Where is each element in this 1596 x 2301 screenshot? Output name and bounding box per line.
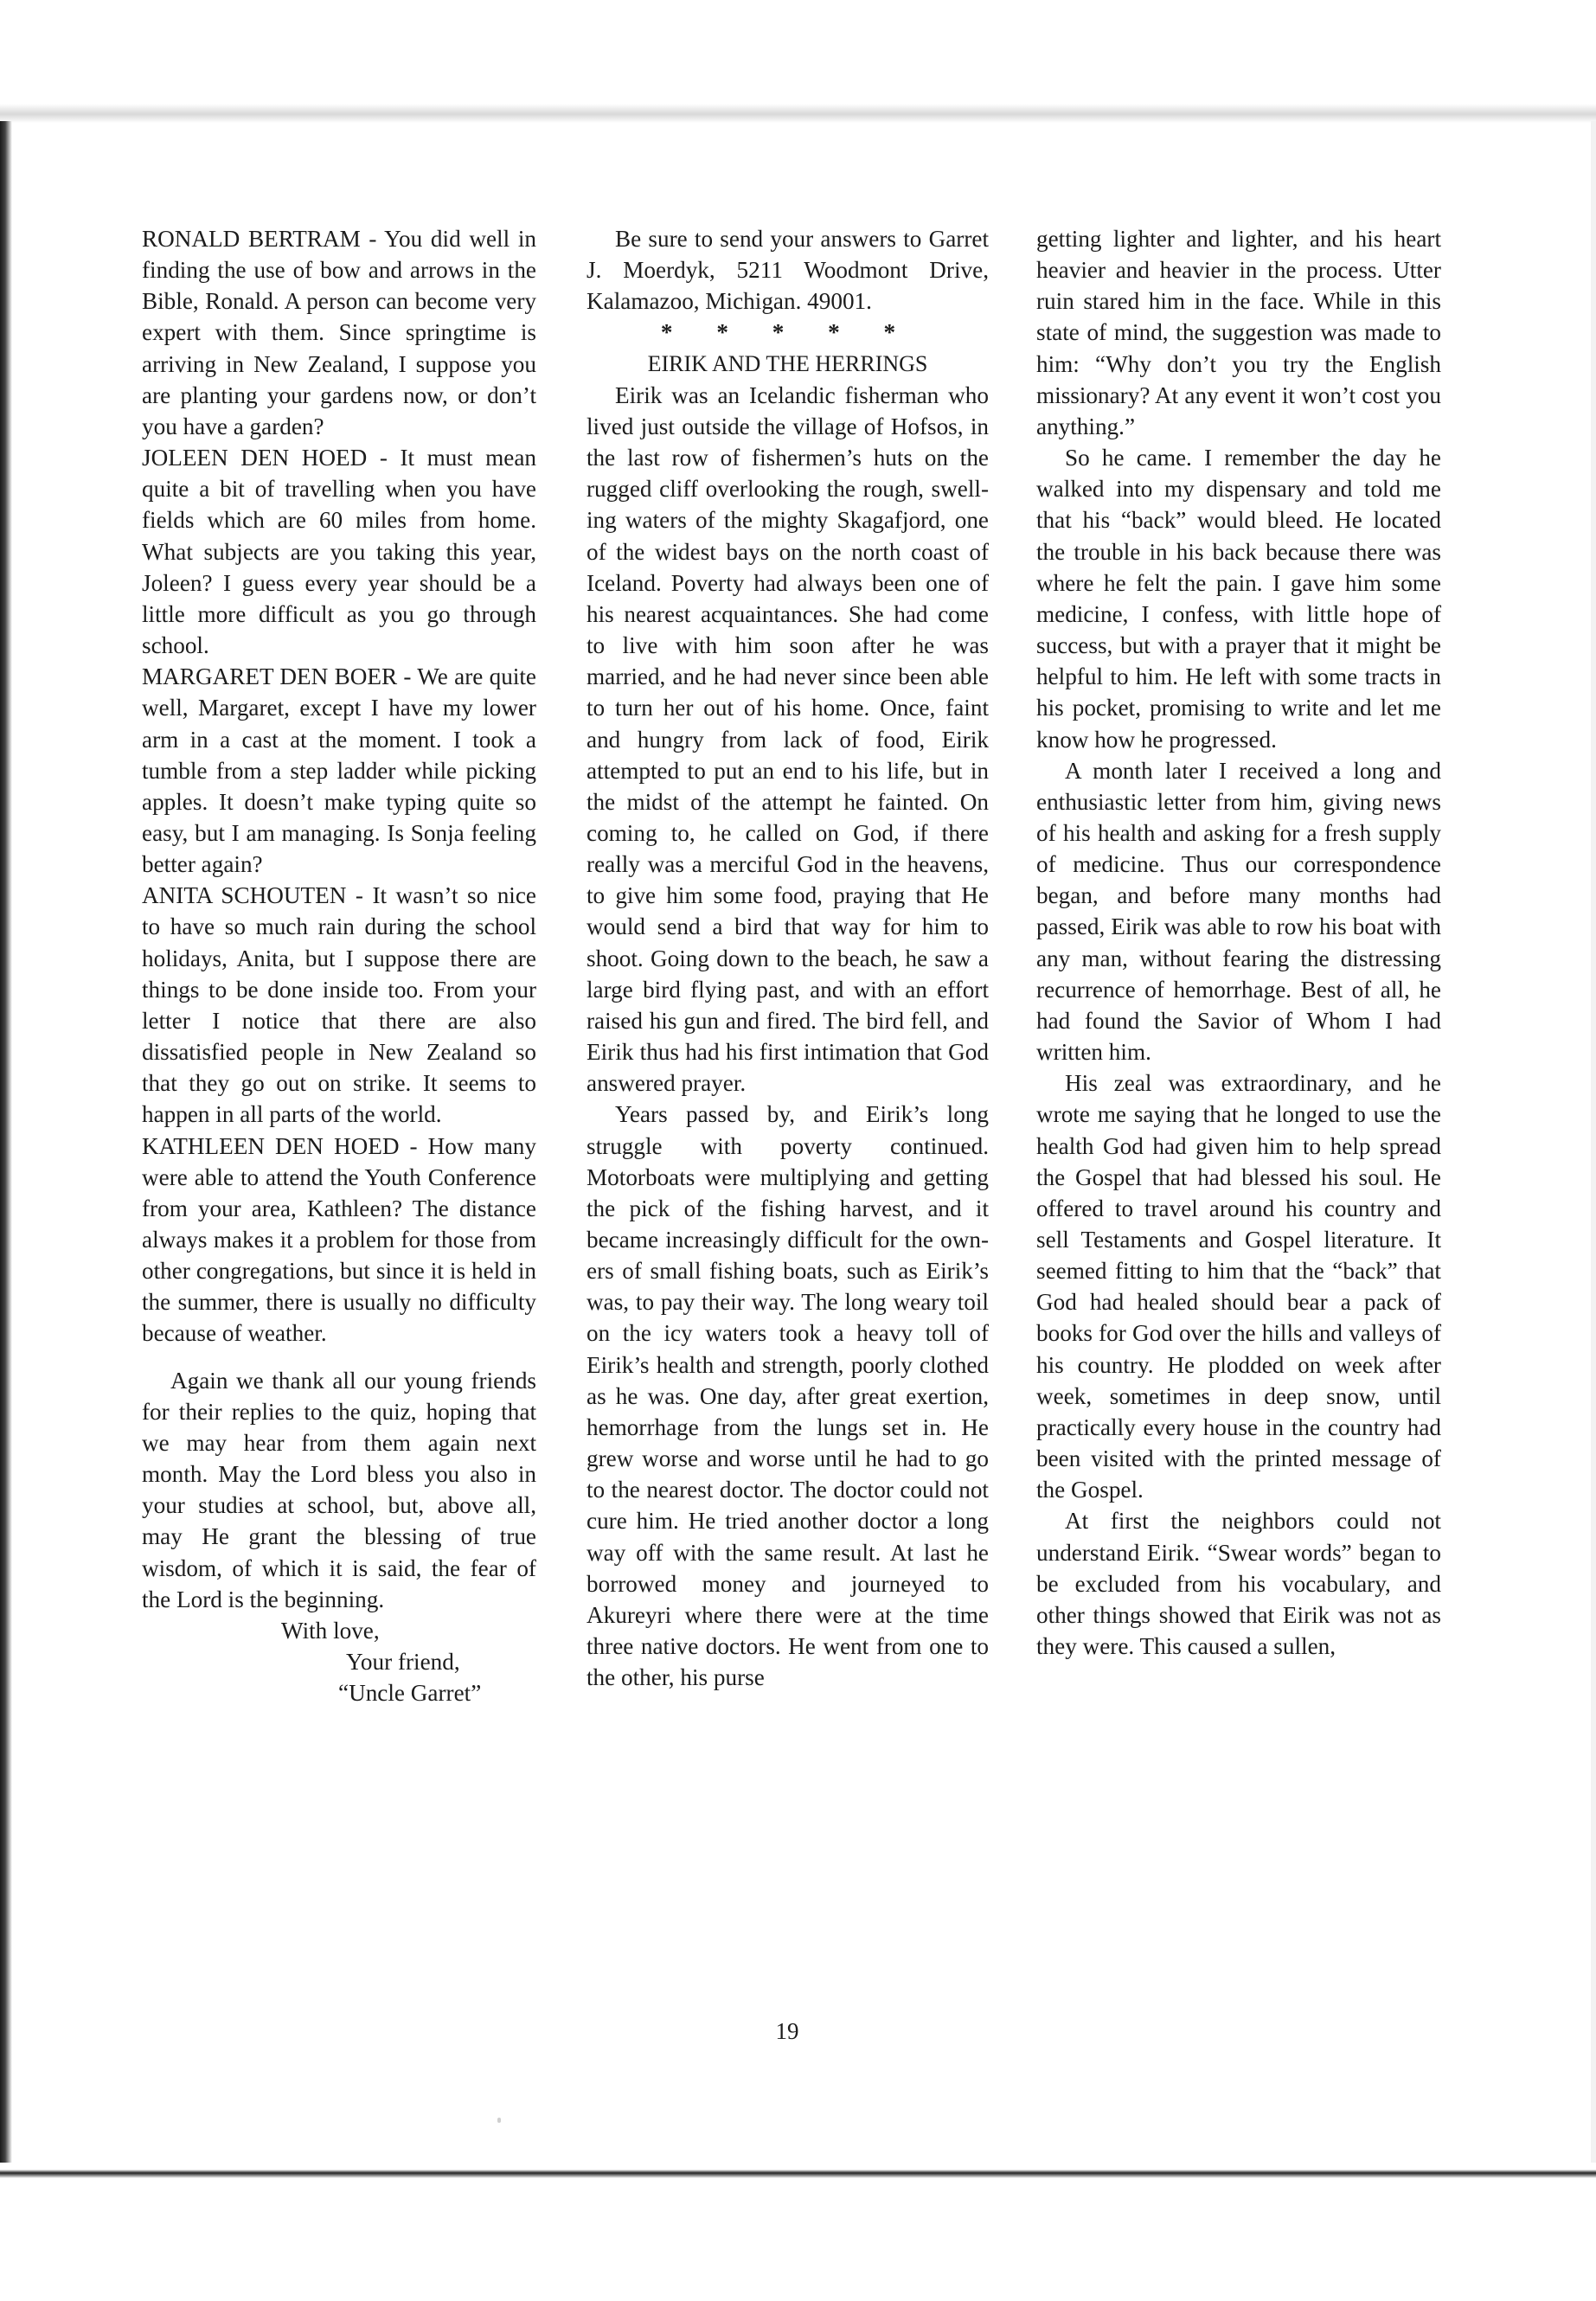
letter-joleen: JOLEEN DEN HOED - It must mean quite a bit of travelling when you have fields which are 60 miles from home. What subjects are you taking this year, Joleen? I guess every year should be a little more difficult as you go through school. [142,445,536,659]
letter-kathleen: KATHLEEN DEN HOED - How many were able to attend the Youth Conference from your area, Kathleen? The distance always makes it a problem for those from other congregations, but since it is held in the summer, there is usually no difficulty because of weather. [142,1132,536,1347]
story-paragraph: Years passed by, and Eirik’s long struggle with poverty continued. Motorboats were multiplying and getting the pick of the fishing harvest, and it became increasingly difficult for the owners of small fishing boats, such as Eirik’s was, to pay their way. The long weary toil on the icy waters took a heavy toll of Eirik’s health and strength, poorly clothed as he was. One day, after great exertion, hemorrhage from the lungs set in. He grew worse and worse until he had to go to the nearest doctor. The doctor could not cure him. He tried another doctor a long way off with the same result. At last he borrowed money and journeyed to Akureyri where there were at the time three native doctors. He went from one to the other, his purse [586,1101,989,1691]
letter-margaret: MARGARET DEN BOER - We are quite well, Margaret, except I have my lower arm in a cast at the moment. I took a tumble from a step ladder while picking apples. It doesn’t make typing quite so easy, but I am managing. Is Sonja feeling better again? [142,663,536,878]
page-number: 19 [775,2018,799,2044]
scan-edge-bottom [0,2163,1596,2301]
scan-edge-top [0,0,1596,123]
signature: “Uncle Garret” [338,1680,482,1707]
closing-with-love: With love, [281,1617,380,1644]
closing-your-friend: Your friend, [346,1649,460,1676]
story-paragraph: getting lighter and lighter, and his heart heavier and heavier in the process. Utter ruin stared him in the face. While in this state of mind, the suggestion was made to him: “Why don’t you try the English missionary? At any event it won’t cost you anything.” [1036,226,1441,439]
story-paragraph: Eirik was an Icelandic fisherman who lived just outside the village of Hofsos, in the last row of fishermen’s huts on the rugged cliff overlooking the rough, swelling waters of the mighty Skagafjord, one of the widest bays on the north coast of Iceland. Poverty had always been one of his nearest acquaintances. She had come to live with him soon after he was married, and he had never since been able to turn her out of his home. Once, faint and hungry from lack of food, Eirik attempted to put an end to his life, but in the midst of the attempt he fainted. On coming to, he called on God, if there really was a merciful God in the heavens, to give him some food, praying that He would send a bird that way for him to shoot. Going down to the beach, he saw a large bird flying past, and with an effort raised his gun and fired. The bird fell, and Eirik thus had his first intimation that God answered prayer. [586,381,989,1097]
scan-edge-right [1591,121,1596,2167]
scan-edge-left [0,121,12,2163]
closing-paragraph: Again we thank all our young friends for their replies to the quiz, hoping that we may hear from them again next month. May the Lord bless you also in your studies at school, but, above all, may He grant the blessing of true wisdom, of which it is said, the fear of the Lord is the beginning. [142,1367,536,1612]
letter-anita: ANITA SCHOUTEN - It wasn’t so nice to have so much rain during the school holidays, Anita, but I suppose there are things to be done inside too. From your letter I notice that there are also dissatisfied people in New Zealand so that they go out on strike. It seems to happen in all parts of the world. [142,882,536,1128]
story-paragraph: A month later I received a long and enthusiastic letter from him, giving news of his health and asking for a fresh supply of medicine. Thus our correspondence began, and before many months had passed, Eirik was able to row his boat with any man, without fearing the distressing recurrence of hemorrhage. Best of all, he had found the Savior of Whom I had written him. [1036,757,1441,1066]
story-paragraph: At first the neighbors could not understand Eirik. “Swear words” began to be excluded from his vocabulary, and other things showed that Eirik was not as they were. This caused a sullen, [1036,1508,1441,1660]
column-story-continued [1036,223,1441,1662]
story-title: EIRIK AND THE HERRINGS [647,350,928,376]
letter-ronald: RONALD BERTRAM - You did well in finding the use of bow and arrows in the Bible, Ronald. A person can become very expert with them. Since springtime is arriving in New Zealand, I suppose you are planting your gardens now, or don’t you have a garden? [142,226,536,439]
column-story-start [586,223,989,1693]
address-note: Be sure to send your answers to Garret J. Moerdyk, 5211 Woodmont Drive, Kalamazoo, Michigan. 49001. [586,226,989,315]
column-letters [142,223,536,1708]
story-paragraph: So he came. I remember the day he walked into my dispensary and told me that his “back” would bleed. He located the trouble in his back because there was where he felt the pain. I gave him some medicine, I confess, with little hope of success, but with a prayer that it might be helpful to him. He left with some tracts in his pocket, promising to write and let me know how he progressed. [1036,445,1441,753]
scan-speck [497,2118,501,2123]
section-separator: * * * * * [660,319,915,346]
story-paragraph: His zeal was extraordinary, and he wrote me saying that he longed to use the health God had given him to help spread the Gospel that had blessed his soul. He offered to travel around his country and sell Testaments and Gospel literature. It seemed fitting to him that the “back” that God had healed should bear a pack of books for God over the hills and valleys of his country. He plodded on week after week, sometimes in deep snow, until practically every house in the country had been visited with the printed message of the Gospel. [1036,1070,1441,1503]
